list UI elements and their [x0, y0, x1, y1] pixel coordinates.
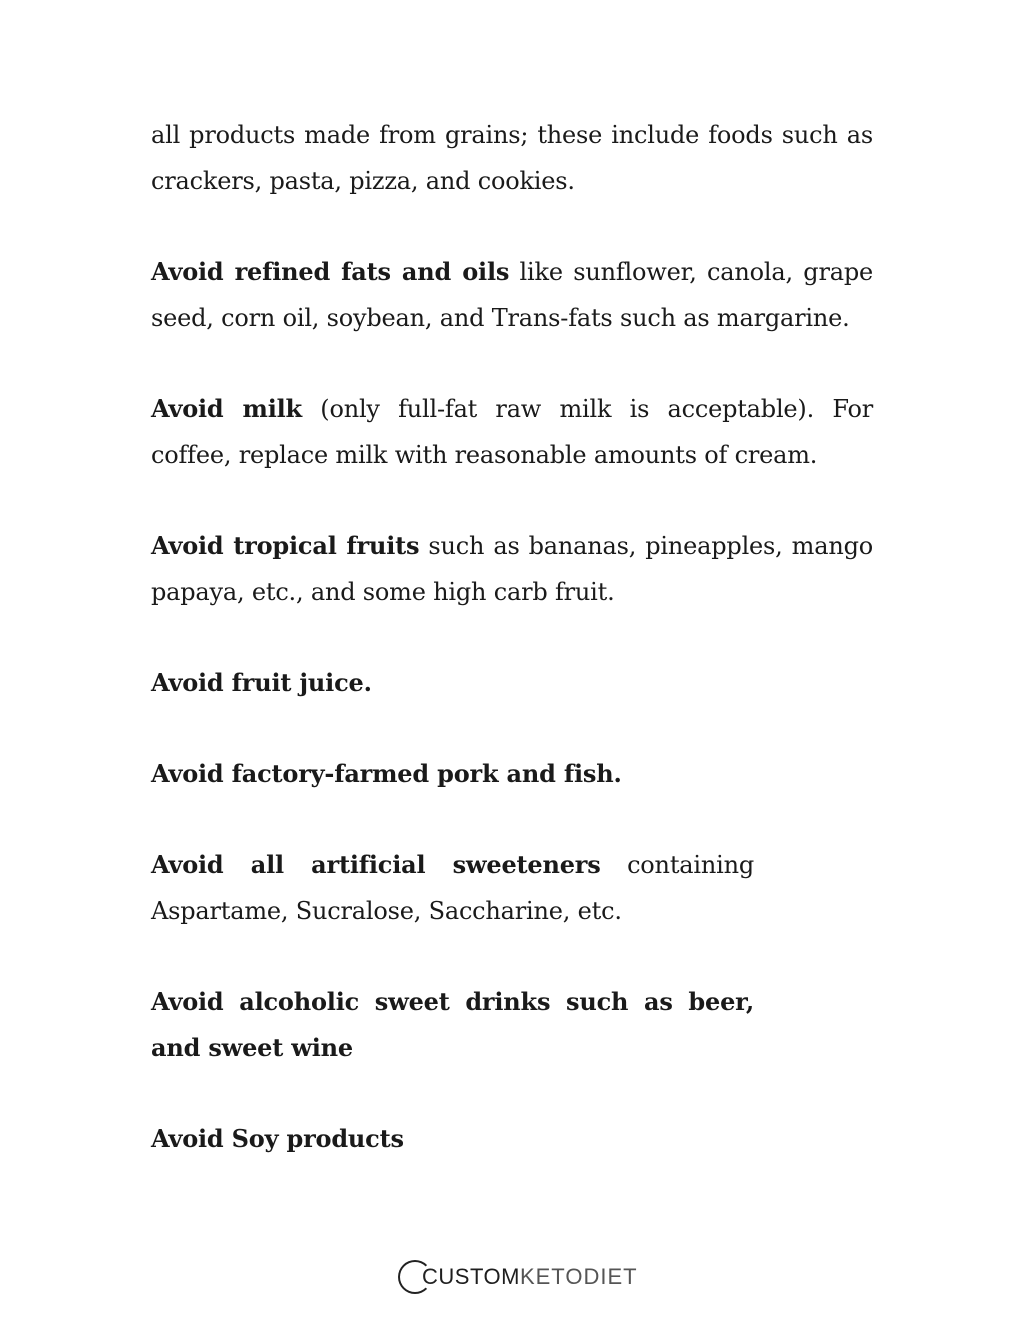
paragraph-pork-fish: [151, 751, 873, 797]
paragraph-text: such as bananas, pineapples, mango papaya, etc., and some high carb fruit.: [151, 532, 873, 606]
logo-text-light: KETODIET: [519, 1264, 638, 1289]
paragraph-fruit-juice: [151, 660, 873, 706]
logo-text-strong: USTOM: [438, 1264, 520, 1289]
brand-logo: [398, 1256, 638, 1298]
paragraph-sweeteners: [151, 842, 754, 934]
logo-prefix: C: [422, 1264, 439, 1289]
paragraph-text: like sunflower, canola, grape seed, corn oil, soybean, and Trans-fats such as margarine.: [151, 258, 873, 332]
paragraph-refined-fats: [151, 249, 873, 341]
paragraph-heading: Avoid tropical fruits: [151, 531, 420, 560]
paragraph-heading: Avoid milk: [151, 394, 302, 423]
paragraph-alcohol: [151, 979, 754, 1071]
paragraph-text: containing Aspartame, Sucralose, Saccharine, etc.: [151, 851, 754, 925]
paragraph-heading: Avoid fruit juice.: [151, 668, 372, 697]
paragraph-tropical-fruits: [151, 523, 873, 615]
paragraph-heading: Avoid factory-farmed pork and fish.: [151, 759, 622, 788]
paragraph-heading: Avoid all artificial sweeteners: [151, 850, 601, 879]
document-body: [151, 112, 873, 1207]
paragraph-text: (only full-fat raw milk is acceptable). For coffee, replace milk with reasonable amounts of cream.: [151, 395, 873, 469]
paragraph-soy: [151, 1116, 873, 1162]
paragraph-heading: Avoid alcoholic sweet drinks such as beer, and sweet wine: [151, 987, 754, 1062]
paragraph-heading: Avoid refined fats and oils: [151, 257, 510, 286]
paragraph-heading: Avoid Soy products: [151, 1124, 404, 1153]
paragraph-grains: [151, 112, 873, 204]
paragraph-milk: [151, 386, 873, 478]
paragraph-text: all products made from grains; these include foods such as crackers, pasta, pizza, and cookies.: [151, 121, 873, 195]
